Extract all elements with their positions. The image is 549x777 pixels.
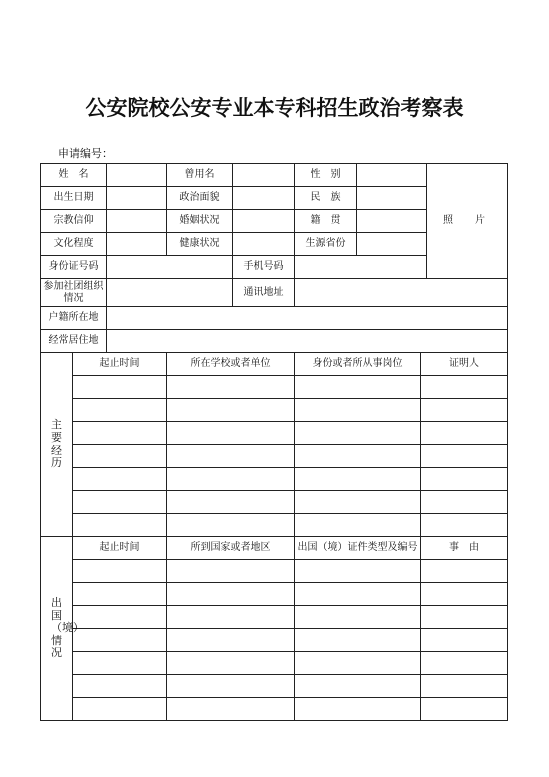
exp-cell[interactable] [421, 422, 508, 445]
mobile-label: 手机号码 [233, 256, 295, 279]
exp-cell[interactable] [167, 445, 295, 468]
exp-cell[interactable] [421, 376, 508, 399]
exp-cell[interactable] [167, 422, 295, 445]
abroad-cell[interactable] [167, 629, 295, 652]
hukou-field[interactable] [107, 307, 508, 330]
political-label: 政治面貌 [167, 187, 233, 210]
abroad-header-document: 出国（境）证件类型及编号 [295, 537, 421, 560]
name-label: 姓 名 [41, 164, 107, 187]
religion-label: 宗教信仰 [41, 210, 107, 233]
exp-cell[interactable] [73, 514, 167, 537]
marital-label: 婚姻状况 [167, 210, 233, 233]
birth-field[interactable] [107, 187, 167, 210]
health-field[interactable] [233, 233, 295, 256]
org-field[interactable] [107, 279, 233, 307]
education-label: 文化程度 [41, 233, 107, 256]
exp-cell[interactable] [295, 376, 421, 399]
exp-cell[interactable] [73, 491, 167, 514]
exp-cell[interactable] [421, 468, 508, 491]
address-label: 通讯地址 [233, 279, 295, 307]
exp-cell[interactable] [421, 491, 508, 514]
abroad-cell[interactable] [167, 560, 295, 583]
address-field[interactable] [295, 279, 508, 307]
education-field[interactable] [107, 233, 167, 256]
hukou-label: 户籍所在地 [41, 307, 107, 330]
exp-cell[interactable] [167, 491, 295, 514]
abroad-cell[interactable] [167, 652, 295, 675]
political-field[interactable] [233, 187, 295, 210]
application-number-label: 申请编号： [58, 147, 113, 160]
exp-cell[interactable] [73, 468, 167, 491]
abroad-cell[interactable] [73, 629, 167, 652]
abroad-cell[interactable] [167, 698, 295, 721]
abroad-cell[interactable] [73, 675, 167, 698]
alias-field[interactable] [233, 164, 295, 187]
abroad-cell[interactable] [295, 629, 421, 652]
abroad-cell[interactable] [421, 652, 508, 675]
gender-field[interactable] [357, 164, 427, 187]
exp-cell[interactable] [73, 376, 167, 399]
abroad-cell[interactable] [295, 675, 421, 698]
abroad-cell[interactable] [295, 560, 421, 583]
abroad-cell[interactable] [421, 560, 508, 583]
experience-section-label: 主要经历 [41, 353, 73, 537]
abroad-cell[interactable] [167, 675, 295, 698]
abroad-header-country: 所到国家或者地区 [167, 537, 295, 560]
residence-field[interactable] [107, 330, 508, 353]
native-field[interactable] [357, 210, 427, 233]
exp-cell[interactable] [421, 514, 508, 537]
birth-label: 出生日期 [41, 187, 107, 210]
exp-cell[interactable] [421, 399, 508, 422]
idno-label: 身份证号码 [41, 256, 107, 279]
exp-header-period: 起止时间 [73, 353, 167, 376]
native-label: 籍 贯 [295, 210, 357, 233]
form-title: 公安院校公安专业本专科招生政治考察表 [85, 95, 464, 120]
abroad-cell[interactable] [73, 652, 167, 675]
abroad-section-label: 出国（境）情况 [41, 537, 73, 721]
abroad-cell[interactable] [167, 606, 295, 629]
exp-cell[interactable] [167, 468, 295, 491]
abroad-cell[interactable] [73, 560, 167, 583]
origin-field[interactable] [357, 233, 427, 256]
exp-cell[interactable] [167, 514, 295, 537]
abroad-cell[interactable] [421, 606, 508, 629]
abroad-cell[interactable] [295, 698, 421, 721]
abroad-header-period: 起止时间 [73, 537, 167, 560]
exp-cell[interactable] [295, 445, 421, 468]
political-review-form [40, 163, 508, 721]
abroad-cell[interactable] [421, 583, 508, 606]
exp-cell[interactable] [167, 376, 295, 399]
abroad-cell[interactable] [421, 698, 508, 721]
name-field[interactable] [107, 164, 167, 187]
abroad-cell[interactable] [295, 583, 421, 606]
idno-field[interactable] [107, 256, 233, 279]
exp-header-unit: 所在学校或者单位 [167, 353, 295, 376]
exp-cell[interactable] [73, 399, 167, 422]
ethnicity-field[interactable] [357, 187, 427, 210]
abroad-cell[interactable] [167, 583, 295, 606]
exp-cell[interactable] [73, 445, 167, 468]
exp-header-witness: 证明人 [421, 353, 508, 376]
marital-field[interactable] [233, 210, 295, 233]
exp-header-position: 身份或者所从事岗位 [295, 353, 421, 376]
exp-cell[interactable] [295, 468, 421, 491]
abroad-header-reason: 事 由 [421, 537, 508, 560]
origin-label: 生源省份 [295, 233, 357, 256]
exp-cell[interactable] [73, 422, 167, 445]
exp-cell[interactable] [295, 399, 421, 422]
org-label: 参加社团组织情况 [41, 279, 107, 307]
mobile-field[interactable] [295, 256, 427, 279]
photo-box[interactable]: 照 片 [427, 164, 508, 279]
exp-cell[interactable] [295, 514, 421, 537]
abroad-cell[interactable] [421, 629, 508, 652]
residence-label: 经常居住地 [41, 330, 107, 353]
abroad-cell[interactable] [73, 583, 167, 606]
abroad-cell[interactable] [295, 606, 421, 629]
abroad-cell[interactable] [295, 652, 421, 675]
ethnicity-label: 民 族 [295, 187, 357, 210]
exp-cell[interactable] [421, 445, 508, 468]
health-label: 健康状况 [167, 233, 233, 256]
religion-field[interactable] [107, 210, 167, 233]
abroad-cell[interactable] [421, 675, 508, 698]
abroad-cell[interactable] [73, 606, 167, 629]
exp-cell[interactable] [295, 422, 421, 445]
exp-cell[interactable] [167, 399, 295, 422]
gender-label: 性 别 [295, 164, 357, 187]
alias-label: 曾用名 [167, 164, 233, 187]
abroad-cell[interactable] [73, 698, 167, 721]
exp-cell[interactable] [295, 491, 421, 514]
